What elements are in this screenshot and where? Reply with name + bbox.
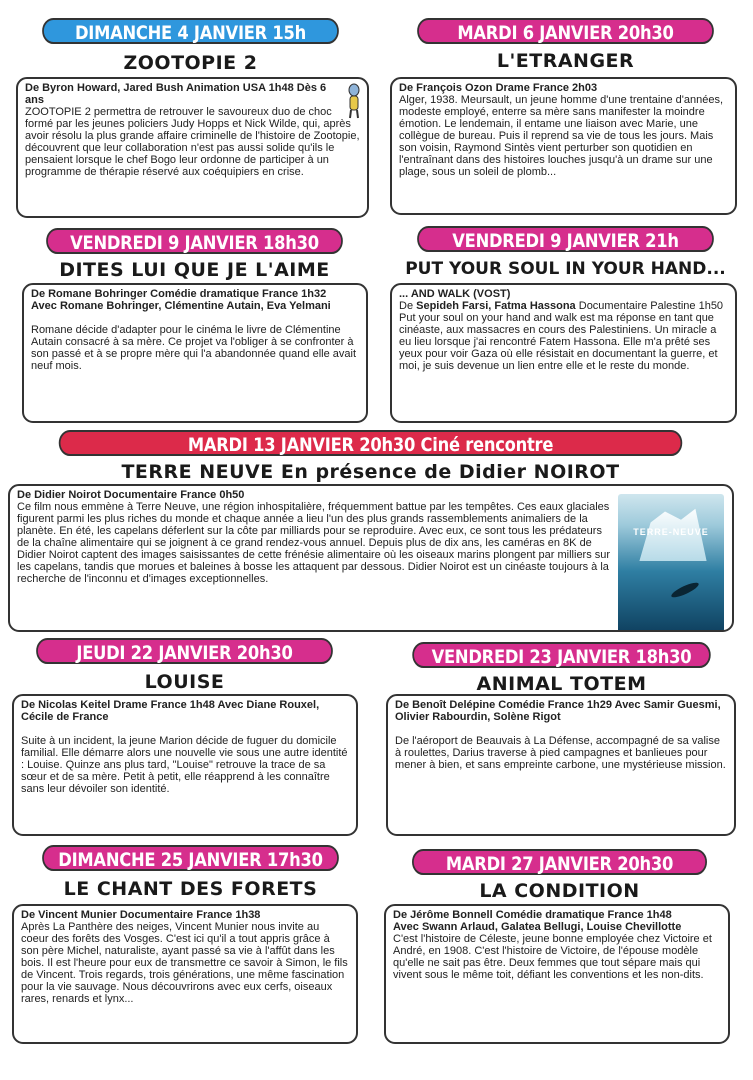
event-description-box — [12, 694, 358, 836]
event-title: L'ETRANGER — [496, 50, 635, 72]
event-credit: De François Ozon Drame France 2h03 — [399, 82, 598, 94]
event-synopsis: Suite à un incident, la jeune Marion décide de fuguer du domicile familial. Elle démarre alors une nouvelle vie sous une autre identité : Louise. Quinze ans plus tard, "Louise" retrouve la trace de sa sœur et de sa mère. Petit à petit, elle réapprend à les connaître sans leur dévoiler son identité. — [21, 735, 348, 795]
event-date-badge: VENDREDI 23 JANVIER 18h30 — [412, 642, 710, 668]
event-date-badge: JEUDI 22 JANVIER 20h30 — [36, 638, 333, 664]
event-credit: De Didier Noirot Documentaire France 0h50 — [17, 489, 245, 501]
event-title: LE CHANT DES FORETS — [63, 878, 318, 900]
event-description-box — [386, 694, 736, 836]
event-description-box — [12, 904, 358, 1044]
poster-title: TERRE-NEUVE — [633, 527, 709, 537]
event-description-box — [16, 77, 369, 218]
event-date-badge: MARDI 13 JANVIER 20h30 Ciné rencontre — [59, 430, 683, 456]
event-credit: De Vincent Munier Documentaire France 1h38 — [21, 909, 261, 921]
event-subtitle: ... AND WALK (VOST) — [399, 288, 511, 300]
event-synopsis: Alger, 1938. Meursault, un jeune homme d'une trentaine d'années, modeste employé, enterre sa mère sans manifester la moindre émotion. Le lendemain, il entame une liaison avec Marie, une collègue de bureau. Puis il reprend sa vie de tous les jours. Mais son voisin, Raymond Sintès vient perturber son quotidien en l'entraînant dans des histoires louches jusqu'à un drame sur une plage, sous un soleil de plomb... — [399, 94, 724, 178]
zootopie-figure-icon — [345, 83, 363, 119]
event-date-badge: DIMANCHE 4 JANVIER 15h — [42, 18, 339, 44]
event-synopsis: ZOOTOPIE 2 permettra de retrouver le savoureux duo de choc formé par les jeunes policiers Judy Hopps et Nick Wilde, qui, après avoir résolu la plus grande affaire criminelle de l'histoire de Zootopie, découvrent que leur collaboration n'est pas aussi solide qu'ils le pensaient lorsque le chef Bogo leur ordonne de participer à un programme de thérapie réservé aux coéquipiers en crise. — [25, 106, 360, 178]
event-date-badge: DIMANCHE 25 JANVIER 17h30 — [42, 845, 339, 871]
event-description-box — [390, 283, 737, 423]
terre-neuve-poster — [618, 494, 724, 632]
event-description-box — [22, 283, 368, 423]
event-synopsis: Romane décide d'adapter pour le cinéma le livre de Clémentine Autain consacré à sa mère. Ce projet va l'obliger à se confronter à son passé et à se propre mère qui l'a abandonnée quand elle avait neuf mois. — [31, 324, 356, 372]
event-synopsis: C'est l'histoire de Céleste, jeune bonne employée chez Victoire et André, en 1908. C'est l'histoire de Victoire, de l'épouse modèle qu'elle ne sait pas être. Deux femmes que tout sépare mais qui vivent sous le même toit, défiant les conventions et les non-dits. — [393, 933, 712, 981]
event-title: PUT YOUR SOUL IN YOUR HAND... — [405, 259, 726, 279]
event-title: ZOOTOPIE 2 — [123, 52, 258, 74]
event-credit: De Jérôme Bonnell Comédie dramatique France 1h48 — [393, 909, 672, 921]
event-description-box — [8, 484, 734, 632]
event-date-badge: MARDI 6 JANVIER 20h30 — [417, 18, 714, 44]
event-description-box — [384, 904, 730, 1044]
event-date-badge: VENDREDI 9 JANVIER 21h — [417, 226, 714, 252]
event-date-badge: MARDI 27 JANVIER 20h30 — [412, 849, 707, 875]
event-title: LOUISE — [144, 671, 225, 693]
event-credit: De Byron Howard, Jared Bush Animation USA 1h48 Dès 6 ans — [25, 82, 327, 106]
event-title: DITES LUI QUE JE L'AIME — [59, 259, 330, 281]
event-synopsis: De l'aéroport de Beauvais à La Défense, accompagné de sa valise à roulettes, Darius traverse à pied campagnes et banlieues pour mener à bien, et sans empreinte carbone, une mystérieuse mission. — [395, 735, 726, 771]
whale-image — [670, 580, 701, 600]
event-date-badge: VENDREDI 9 JANVIER 18h30 — [46, 228, 343, 254]
event-title: TERRE NEUVE En présence de Didier NOIROT — [121, 461, 620, 483]
event-description-box — [390, 77, 737, 215]
event-credit: De Nicolas Keitel Drame France 1h48 Avec Diane Rouxel, Cécile de France — [21, 699, 320, 723]
event-credit: De Romane Bohringer Comédie dramatique France 1h32 — [31, 288, 327, 300]
event-title: ANIMAL TOTEM — [476, 673, 647, 695]
event-cast: Avec Swann Arlaud, Galatea Bellugi, Louise Chevillotte — [393, 921, 682, 933]
event-cast: Avec Romane Bohringer, Clémentine Autain, Eva Yelmani — [31, 300, 331, 312]
event-synopsis: Ce film nous emmène à Terre Neuve, une région inhospitalière, fréquemment battue par les tempêtes. Ces eaux glaciales figurent parmi les plus riches du monde et chaque année a lieu l'un des plus grands rassemblements animaliers de la planète. En été, les capelans déferlent sur la côte par milliards pour se reproduire. Avec eux, ce sont tous les prédateurs de la chaîne alimentaire qui se joignent à ce grand rendez-vous annuel. Depuis plus de dix ans, les caméras en 8K de Didier Noirot captent des images saisissantes de cette frénésie alimentaire où les oiseaux marins plongent par milliers sur les capelans, tandis que morues et baleines à bosse les attaquent par dessous. Didier Noirot est un cinéaste toujours à la recherche de l'inconnu et d'images exceptionnelles. — [17, 501, 611, 585]
event-credit: De Sepideh Farsi, Fatma Hassona Documentaire Palestine 1h50 — [399, 300, 724, 312]
event-credit: De Benoît Delépine Comédie France 1h29 Avec Samir Guesmi, Olivier Rabourdin, Solène Rigot — [395, 699, 721, 723]
event-title: LA CONDITION — [479, 880, 640, 902]
event-synopsis: Put your soul on your hand and walk est ma réponse en tant que cinéaste, aux massacres en cours des Palestiniens. Un miracle a eu lieu lorsque j'ai rencontré Fatem Hassona. Elle m'a prêté ses yeux pour voir Gaza où elle résistait en documentant la guerre, et moi, je suis devenue un lien entre elle et le reste du monde. — [399, 312, 718, 372]
event-synopsis: Après La Panthère des neiges, Vincent Munier nous invite au coeur des forêts des Vosges. C'est ici qu'il a tout appris grâce à son père Michel, naturaliste, ayant passé sa vie à l'affût dans les bois. Il est l'heure pour eux de transmettre ce savoir à Simon, le fils de Vincent. Trois regards, trois générations, une même fascination pour la vie sauvage. Nous découvrirons avec eux cerfs, oiseaux rares, renards et lynx... — [21, 921, 348, 1005]
